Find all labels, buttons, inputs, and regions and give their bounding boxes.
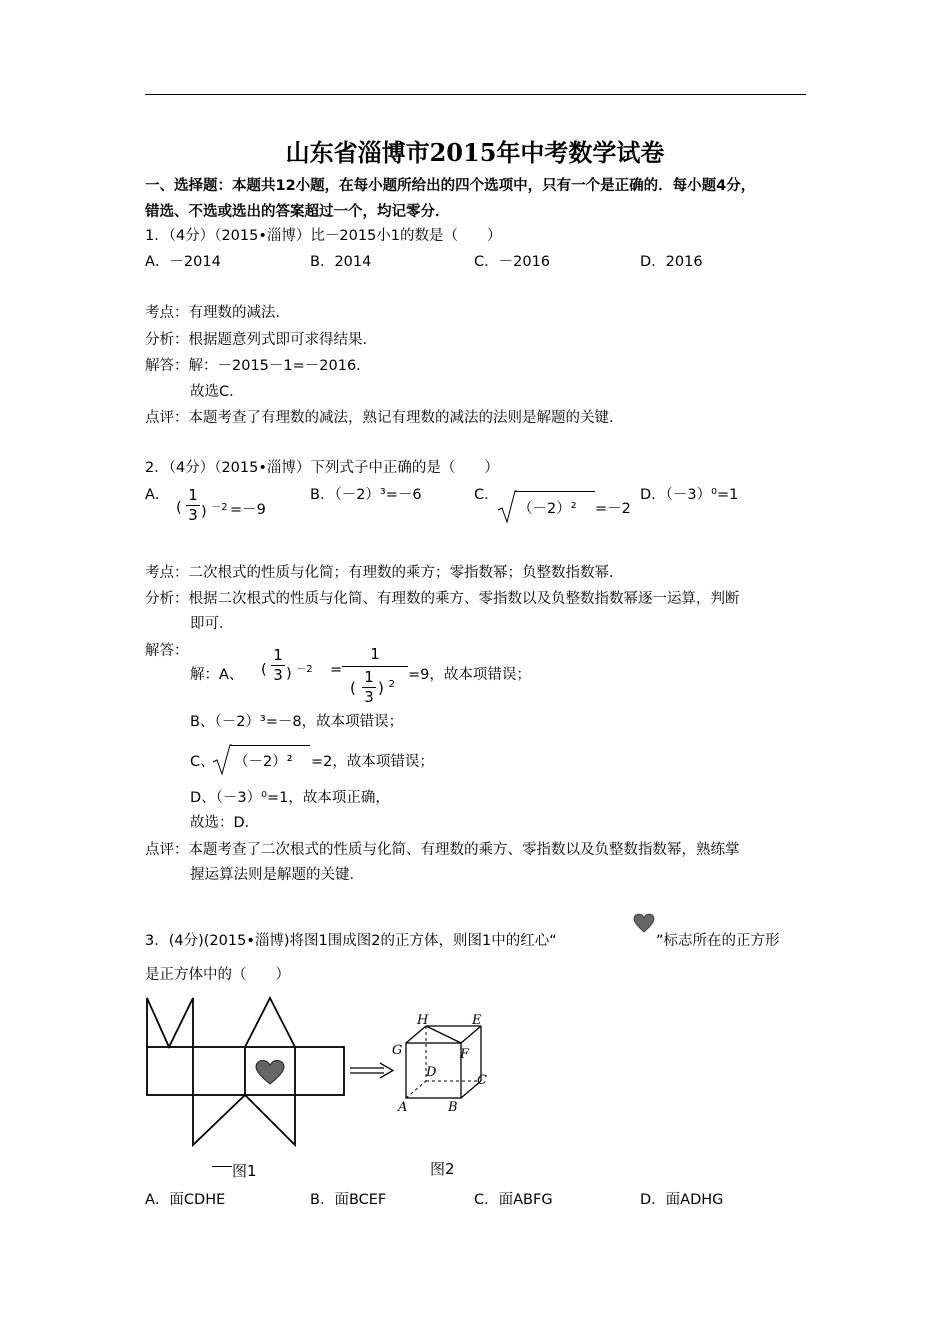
q2-solution-d: D、（－3）⁰=1，故本项正确， <box>190 790 390 806</box>
q1-stem: 1．（4分）（2015•淄博）比－2015小1的数是（ ） <box>145 228 502 244</box>
figure1-caption: 图1 <box>232 1162 257 1180</box>
cube-label-c: C <box>477 1073 487 1088</box>
q1-jieda: 解答：解：－2015－1=－2016． <box>145 358 371 374</box>
q2-option-a-lparen: ( <box>176 500 182 516</box>
q2-option-c-inner: （－2）² <box>518 501 577 517</box>
q2-solution-c-inner: （－2）² <box>234 754 293 770</box>
figure1-caption-dash <box>212 1166 232 1167</box>
q3-stem-part1: 3．(4分)(2015•淄博)将图1围成图2的正方体，则图1中的红心“ <box>145 933 557 949</box>
q2-solution-a-lparen: ( <box>261 662 267 678</box>
q2-solution-a-fraction: 1 3 <box>271 647 285 684</box>
cube-label-e: E <box>472 1013 482 1028</box>
figure2-caption: 图2 <box>430 1160 455 1178</box>
figure2-cube <box>388 1010 498 1120</box>
q2-option-c-radical <box>497 490 517 524</box>
figure1-cube-net <box>140 990 355 1155</box>
heart-icon <box>633 913 655 933</box>
cube-label-h: H <box>417 1013 429 1028</box>
q2-option-c-label: C． <box>474 487 499 503</box>
q2-option-c-vinculum <box>515 491 595 492</box>
q2-solution-c-vinculum <box>230 745 310 746</box>
cube-label-d: D <box>426 1065 437 1080</box>
top-rule <box>145 94 806 95</box>
q2-dianping-line2: 握运算法则是解题的关键． <box>190 867 364 883</box>
q2-kaodian: 考点：二次根式的性质与化简；有理数的乘方；零指数幂；负整数指数幂． <box>145 565 624 581</box>
q2-option-c-tail: =－2 <box>595 501 631 517</box>
q2-stem: 2．（4分）（2015•淄博）下列式子中正确的是（ ） <box>145 460 499 476</box>
q3-option-d: D．面ADHG <box>640 1192 724 1208</box>
q3-option-b: B．面BCEF <box>310 1192 387 1208</box>
cube-label-a: A <box>398 1100 408 1115</box>
cube-label-f: F <box>460 1047 470 1062</box>
q2-jieda: 解答： <box>145 643 189 659</box>
q1-option-c: C．－2016 <box>474 254 551 270</box>
q3-stem-line2: 是正方体中的（ ） <box>145 967 290 983</box>
q2-solution-c-radical <box>212 744 232 776</box>
q2-solution-a-tail: =9，故本项错误； <box>408 667 531 683</box>
q2-solution-a-big-fraction: 1 ( 1 3 ) $^2$ <box>342 644 408 705</box>
q2-fenxi-line2: 即可． <box>190 616 234 632</box>
q2-option-a-fraction: 1 3 <box>186 487 200 524</box>
q3-option-a: A．面CDHE <box>145 1192 226 1208</box>
q1-guxuan: 故选C． <box>190 384 244 400</box>
q2-option-a-tail: =－9 <box>230 502 266 518</box>
q2-solution-b: B、（－2）³=－8，故本项错误； <box>190 714 404 730</box>
cube-label-b: B <box>448 1100 458 1115</box>
section-header-line1: 一、选择题：本题共12小题，在每小题所给出的四个选项中，只有一个是正确的．每小题4分， <box>145 178 756 194</box>
q2-option-a-label: A． <box>145 487 170 503</box>
q2-guxuan: 故选：D． <box>190 815 260 831</box>
q2-solution-c-prefix: C、 <box>190 754 215 770</box>
q1-fenxi: 分析：根据题意列式即可求得结果． <box>145 332 377 348</box>
section-header-line2: 错选、不选或选出的答案超过一个，均记零分． <box>145 204 450 220</box>
q1-option-b: B．2014 <box>310 254 372 270</box>
q3-stem-part2: ”标志所在的正方形 <box>656 933 780 949</box>
q2-solution-a-prefix: 解：A、 <box>190 667 244 683</box>
q3-option-c: C．面ABFG <box>474 1192 553 1208</box>
q2-option-a-rparen: ) $^{-2}$ <box>201 502 228 520</box>
q1-option-d: D．2016 <box>640 254 703 270</box>
q2-option-b: B．（－2）³=－6 <box>310 487 422 503</box>
page-title: 山东省淄博市2015年中考数学试卷 <box>285 138 665 167</box>
q2-solution-a-rparen: ) $^{-2}$ <box>286 664 313 682</box>
q2-solution-c-tail: =2，故本项错误； <box>311 754 434 770</box>
q1-dianping: 点评：本题考查了有理数的减法，熟记有理数的减法的法则是解题的关键． <box>145 410 624 426</box>
q2-solution-a-equals: = <box>330 662 343 678</box>
q2-option-d: D．（－3）⁰=1 <box>640 487 739 503</box>
q2-fenxi-line1: 分析：根据二次根式的性质与化简、有理数的乘方、零指数以及负整数指数幂逐一运算，判断 <box>145 591 740 607</box>
q2-dianping-line1: 点评：本题考查了二次根式的性质与化简、有理数的乘方、零指数以及负整数指数幂，熟练掌 <box>145 842 740 858</box>
q1-option-a: A．－2014 <box>145 254 221 270</box>
q1-kaodian: 考点：有理数的减法． <box>145 305 290 321</box>
cube-label-g: G <box>392 1043 403 1058</box>
